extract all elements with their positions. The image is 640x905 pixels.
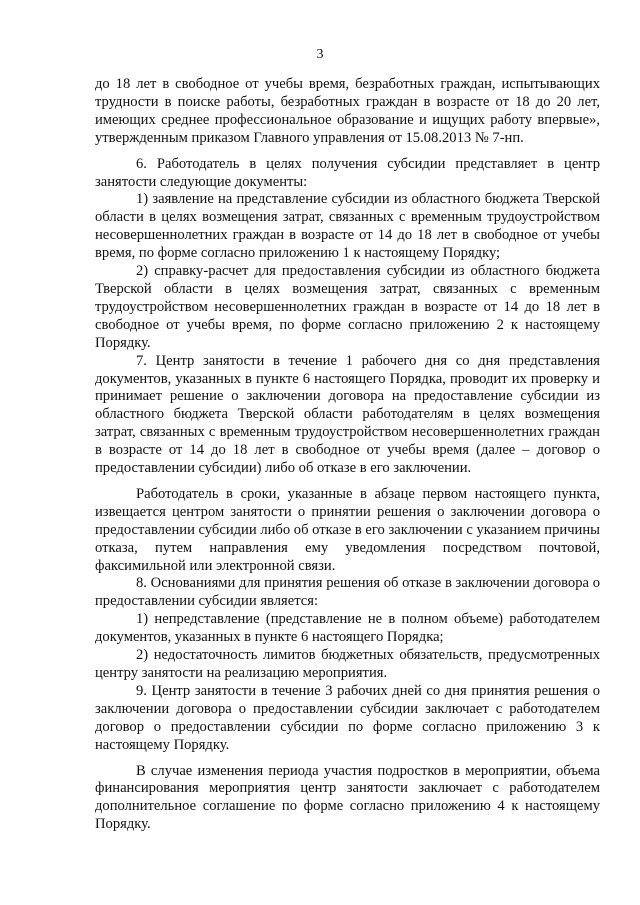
document-body: [95, 76, 600, 834]
paragraph-item-8-2: 2) недостаточность лимитов бюджетных обязательств, предусмотренных центру занятости на реализацию мероприятия.: [95, 647, 600, 681]
paragraph-item-8-1: 1) непредставление (представление не в полном объеме) работодателем документов, указанных в пункте 6 настоящего Порядка;: [95, 611, 600, 646]
paragraph-continuation: до 18 лет в свободное от учебы время, безработных граждан, испытывающих трудности в поиске работы, безработных граждан в возрасте от 18 до 20 лет, имеющих среднее профессиональное образование и ищущих работу впервые», утвержденным приказом Главного управления от 15.08.2013 № 7-нп.: [95, 76, 600, 146]
paragraph-item-7-notice: Работодатель в сроки, указанные в абзаце первом настоящего пункта, извещается центром занятости о принятии решения о заключении договора о предоставлении субсидии либо об отказе в его заключении с указанием причины отказа, путем направления ему уведомления посредством почтовой, факсимильной или электронной связи.: [95, 485, 600, 574]
paragraph-item-6-2: 2) справку-расчет для предоставления субсидии из областного бюджета Тверской области в целях возмещения затрат, связанных с временным трудоустройством несовершеннолетних граждан в возрасте от 14 до 18 лет в свободное от учебы время, по форме согласно приложению 2 к настоящему Порядку.: [95, 263, 600, 351]
paragraph-item-6-1: 1) заявление на представление субсидии из областного бюджета Тверской области в целях возмещения затрат, связанных с временным трудоустройством несовершеннолетних граждан в возрасте от 14 до 18 лет в свободное от учебы время, по форме согласно приложению 1 к настоящему Порядку;: [95, 191, 600, 262]
paragraph-item-9: 9. Центр занятости в течение 3 рабочих дней со дня принятия решения о заключении договора о предоставлении субсидии заключает с работодателем договор о предоставлении субсидии по форме согласно приложению 3 к настоящему Порядку.: [95, 682, 600, 753]
paragraph-item-8: 8. Основаниями для принятия решения об отказе в заключении договора о предоставлении субсидии является:: [95, 575, 600, 610]
page-number: 3: [316, 47, 324, 62]
paragraph-item-9-change: В случае изменения периода участия подростков в мероприятии, объема финансирования мероприятия центр занятости заключает с работодателем дополнительное соглашение по форме согласно приложению 4 к настоящему Порядку.: [95, 762, 600, 833]
paragraph-item-7: 7. Центр занятости в течение 1 рабочего дня со дня представления документов, указанных в пункте 6 настоящего Порядка, проводит их проверку и принимает решение о заключении договора на предоставление субсидии из областного бюджета Тверской области работодателям в целях возмещения затрат, связанных с временным трудоустройством несовершеннолетних граждан в возрасте от 14 до 18 лет в свободное от учебы время (далее – договор о предоставлении субсидии) либо об отказе в его заключении.: [95, 352, 600, 477]
paragraph-item-6: 6. Работодатель в целях получения субсидии представляет в центр занятости следующие документы:: [95, 155, 600, 190]
